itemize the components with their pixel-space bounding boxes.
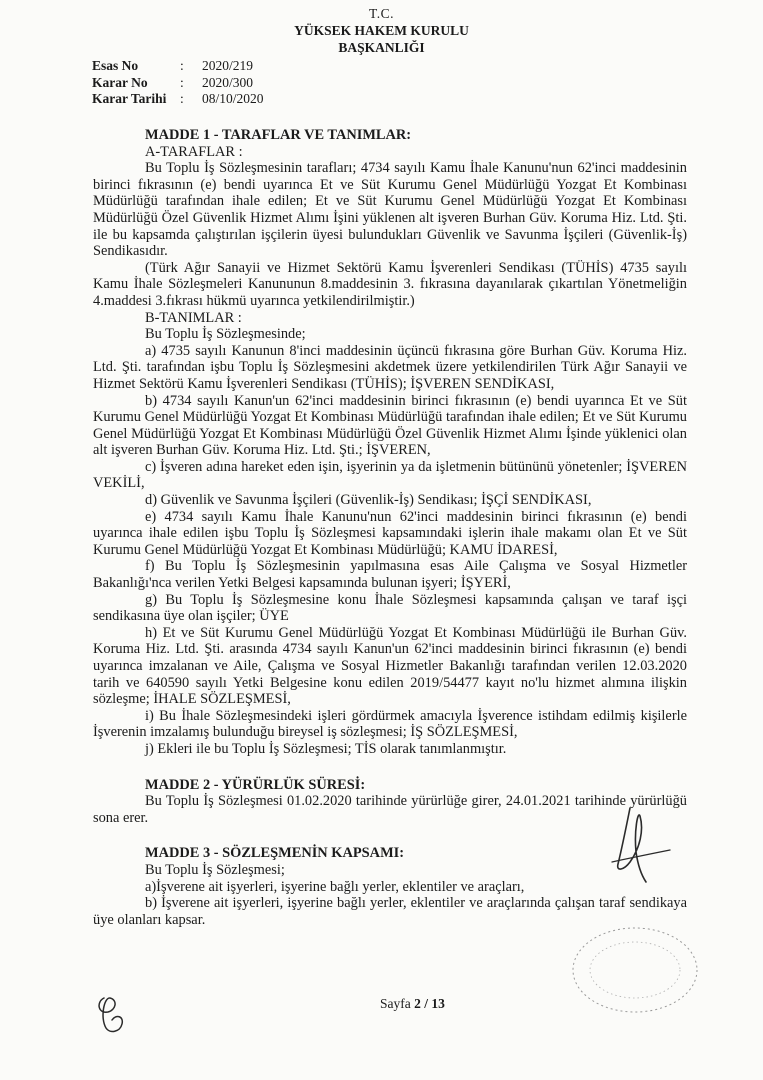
meta-row-tarih	[92, 91, 264, 108]
meta-label: Esas No	[92, 58, 139, 73]
definition-item: c) İşveren adına hareket eden işin, işyerinin ya da işletmenin bütününü yönetenler; İŞVEREN VEKİLİ,	[93, 458, 687, 492]
definition-item: i) Bu İhale Sözleşmesindeki işleri gördürmek amacıyla İşverence istihdam edilmiş kişilerle İşverenin imzalamış bulunduğu bireysel iş sözleşmesi; İŞ SÖZLEŞMESİ,	[93, 707, 687, 741]
meta-sep: :	[180, 74, 184, 90]
definition-item: j) Ekleri ile bu Toplu İş Sözleşmesi; TİS olarak tanımlanmıştır.	[145, 740, 507, 757]
page-total: 13	[431, 996, 445, 1011]
document-body	[93, 127, 687, 928]
page-separator: /	[424, 996, 429, 1011]
meta-row-karar	[92, 75, 264, 92]
definition-item: a) 4735 sayılı Kanunun 8'inci maddesinin üçüncü fıkrasına göre Burhan Güv. Koruma Hiz. Ltd. Şti. tarafından işbu Toplu İş Sözleşmesini akdetmek üzere yetkilendirilen Türk Ağır Sanayii ve Hizmet Sektörü Kamu İşverenleri Sendikası (TÜHİS); İŞVEREN SENDİKASI,	[93, 342, 687, 392]
page-current: 2	[414, 996, 421, 1011]
initials-mark-left	[90, 988, 150, 1038]
definition-item: g) Bu Toplu İş Sözleşmesine konu İhale Sözleşmesi kapsamında çalışan ve taraf işçi sendikasına üye olan işçiler; ÜYE	[93, 591, 687, 625]
meta-value: 2020/300	[202, 74, 254, 90]
stamp-mark	[560, 915, 710, 1025]
definition-item: b) 4734 sayılı Kanun'un 62'inci maddesinin birinci fıkrasının (e) bendi uyarınca Et ve Süt Kurumu Genel Müdürlüğü Yozgat Et Kombinası Müdürlüğü tarafından ihale edilen; Et ve Süt Kurumu Genel Müdürlüğü Yozgat Et Kombinası Müdürlüğü Özel Güvenlik Hizmet Alımı İşinde yüklenici olan alt işveren Burhan Güv. Koruma Hiz. Ltd. Şti.; İŞVEREN,	[93, 392, 687, 459]
meta-label: Karar Tarihi	[92, 91, 167, 106]
madde3-title: MADDE 3 - SÖZLEŞMENİN KAPSAMI:	[145, 845, 405, 862]
header-presidency: BAŞKANLIĞI	[338, 40, 425, 55]
meta-value: 2020/219	[202, 58, 254, 73]
tuhis-paragraph: (Türk Ağır Sanayii ve Hizmet Sektörü Kamu İşverenleri Sendikası (TÜHİS) 4735 sayılı Kamu İhale Sözleşmeleri Kanununun 8.maddesinin 3. fıkrasına dayanılarak çıkartılan Yönetmeliğin 4.maddesi 3.fıkrası hükmü uyarınca yetkilendirilmiştir.)	[93, 259, 687, 309]
madde1-title: MADDE 1 - TARAFLAR VE TANIMLAR:	[145, 127, 412, 143]
section-gap	[93, 826, 687, 845]
case-meta	[92, 58, 264, 108]
page-label: Sayfa	[380, 996, 411, 1011]
definition-item: h) Et ve Süt Kurumu Genel Müdürlüğü Yozgat Et Kombinası Müdürlüğü ile Burhan Güv. Koruma Hiz. Ltd. Şti. arasında 4734 sayılı Kanun'un 62'inci maddesinin birinci fıkrasının (e) bendi uyarınca imzalanan ve Aile, Çalışma ve Sosyal Hizmetler Bakanlığı tarafından verilen 12.03.2020 tarih ve 640590 sayılı Yetki Belgesine konu edilen 2019/54477 kayıt no'lu hizmet alımına ilişkin sözleşme; İHALE SÖZLEŞMESİ,	[93, 624, 687, 708]
definition-item: f) Bu Toplu İş Sözleşmesinin yapılmasına esas Aile Çalışma ve Sosyal Hizmetler Bakanlığı'nca verilen Yetki Belgesi kapsamında bulunan işyeri; İŞYERİ,	[93, 558, 687, 592]
madde3-item-b: b) İşverene ait işyerleri, işyerine bağlı yerler, eklentiler ve araçlarında çalışan taraf sendikaya üye olanları kapsar.	[93, 895, 687, 928]
header-institution: YÜKSEK HAKEM KURULU	[294, 23, 469, 38]
meta-row-esas	[92, 58, 264, 75]
page-number	[380, 996, 445, 1013]
meta-sep: :	[180, 58, 184, 73]
taraflar-paragraph: Bu Toplu İş Sözleşmesinin tarafları; 4734 sayılı Kamu İhale Kanunu'nun 62'inci maddesinin birinci fıkrasının (e) bendi uyarınca Et ve Süt Kurumu Genel Müdürlüğü Yozgat Et Kombinası Müdürlüğü tarafından ihale edilen; Et ve Süt Kurumu Genel Müdürlüğü Yozgat Et Kombinası Müdürlüğü Özel Güvenlik Hizmet Alımı İşini yüklenen alt işveren Burhan Güv. Koruma Hiz. Ltd. Şti. ile bu kapsamda çalıştırılan işçilerin üyesi bulundukları Güvenlik ve Savunma İşçileri (Güvenlik-İş) Sendikasıdır.	[93, 160, 687, 260]
definition-item: e) 4734 sayılı Kamu İhale Kanunu'nun 62'inci maddesinin birinci fıkrasının (e) bendi uyarınca ihale edilen işbu Toplu İş Sözleşmesi kapsamındaki işlerin ihale makamı olan Et ve Süt Kurumu Genel Müdürlüğü Yozgat Et Kombinası Müdürlüğü; KAMU İDARESİ,	[93, 508, 687, 558]
tanimlar-heading: B-TANIMLAR :	[145, 309, 242, 326]
madde3-intro: Bu Toplu İş Sözleşmesi;	[145, 861, 285, 878]
signature-mark-right	[600, 800, 680, 890]
meta-label: Karar No	[92, 74, 148, 90]
meta-sep: :	[180, 91, 184, 106]
madde3-item-a: a)İşverene ait işyerleri, işyerine bağlı yerler, eklentiler ve araçları,	[145, 878, 525, 895]
madde2-title: MADDE 2 - YÜRÜRLÜK SÜRESİ:	[145, 776, 366, 793]
madde2-text: Bu Toplu İş Sözleşmesi 01.02.2020 tarihinde yürürlüğe girer, 24.01.2021 tarihinde yürürlüğü sona erer.	[93, 793, 687, 826]
meta-value: 08/10/2020	[202, 91, 264, 106]
header-tc: T.C.	[369, 6, 394, 21]
section-gap	[93, 758, 687, 777]
definition-item: d) Güvenlik ve Savunma İşçileri (Güvenlik-İş) Sendikası; İŞÇİ SENDİKASI,	[145, 492, 592, 509]
tanimlar-intro: Bu Toplu İş Sözleşmesinde;	[145, 326, 306, 343]
taraflar-heading: A-TARAFLAR :	[145, 143, 243, 160]
